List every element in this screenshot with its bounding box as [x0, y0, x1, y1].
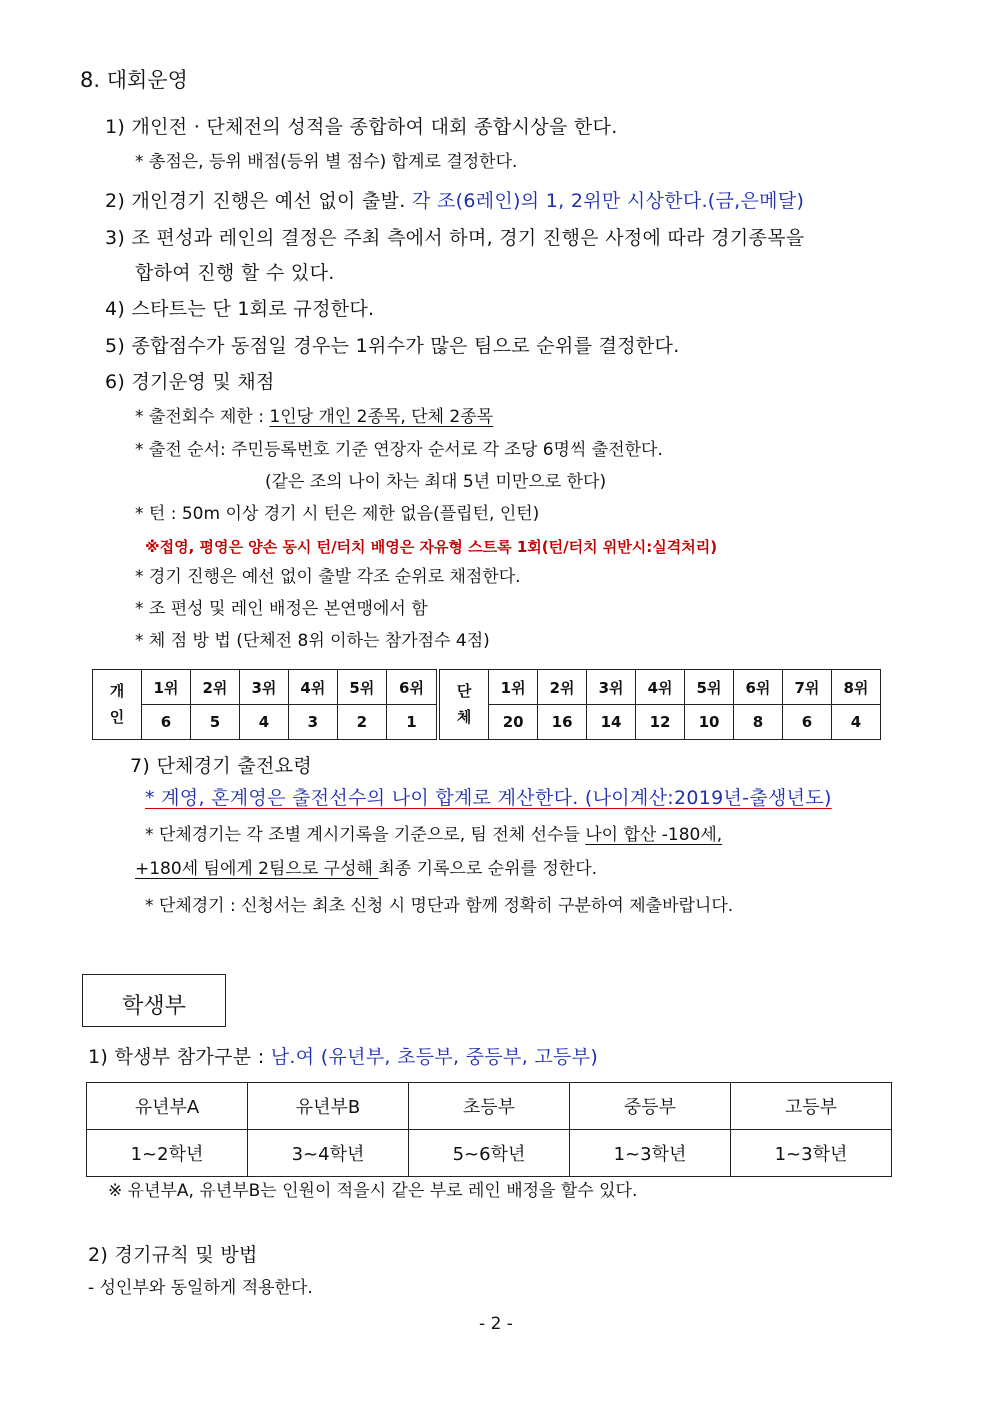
ind-points: 6 [142, 705, 191, 740]
item-6: 6) 경기운영 및 채점 [105, 371, 275, 393]
team-rank: 8위 [831, 670, 880, 705]
grade-value: 1~2학년 [87, 1130, 248, 1177]
ind-rank: 6위 [386, 670, 438, 705]
scoring-method: * 체 점 방 법 (단체전 8위 이하는 참가점수 4점) [135, 631, 490, 651]
turn-warning: ※접영, 평영은 양손 동시 턴/터치 배영은 자유형 스트록 1회(턴/터치 위반시:실격처리) [145, 538, 718, 556]
score-table [92, 669, 881, 740]
rules-body: - 성인부와 동일하게 적용한다. [88, 1278, 313, 1298]
entry-limit-value: 1인당 개인 2종목, 단체 2종목 [269, 407, 494, 427]
team-points: 14 [587, 705, 636, 740]
student-grade-table [86, 1082, 892, 1177]
team-points: 20 [489, 705, 538, 740]
rules-title: 2) 경기규칙 및 방법 [88, 1244, 258, 1266]
team-rank: 7위 [782, 670, 831, 705]
individual-label: 개 인 [93, 670, 142, 740]
team-label: 단 체 [438, 670, 489, 740]
ind-points: 3 [288, 705, 337, 740]
team-rank: 4위 [636, 670, 685, 705]
grade-header: 유년부B [248, 1083, 409, 1130]
team-rule-underlined: 나이 합산 -180세, [585, 825, 723, 845]
team-submit-rule: * 단체경기 : 신청서는 최초 신청 시 명단과 함께 정확히 구분하여 제출바랍니다. [145, 896, 734, 916]
team-points: 4 [831, 705, 880, 740]
grade-header: 유년부A [87, 1083, 248, 1130]
item-2 [105, 192, 804, 211]
item-1: 1) 개인전 · 단체전의 성적을 종합하여 대회 종합시상을 한다. [105, 116, 618, 138]
team-rank: 5위 [685, 670, 734, 705]
student-category-value: 남.여 (유년부, 초등부, 중등부, 고등부) [270, 1046, 599, 1068]
team-points: 12 [636, 705, 685, 740]
ind-points: 2 [337, 705, 386, 740]
item-5: 5) 종합점수가 동점일 경우는 1위수가 많은 팀으로 순위를 결정한다. [105, 335, 680, 357]
entry-limit-label: * 출전회수 제한 : [135, 407, 270, 427]
team-rank: 1위 [489, 670, 538, 705]
grade-value: 1~3학년 [731, 1130, 892, 1177]
item-1-note: * 총점은, 등위 배점(등위 별 점수) 합계로 결정한다. [135, 152, 518, 172]
student-category-label: 1) 학생부 참가구분 : [88, 1046, 271, 1068]
grade-header: 고등부 [731, 1083, 892, 1130]
grade-value: 3~4학년 [248, 1130, 409, 1177]
ind-rank: 2위 [190, 670, 239, 705]
team-age-rule: * 계영, 혼계영은 출전선수의 나이 합계로 계산한다. (나이계산:2019년-출생년도) [145, 787, 832, 809]
team-rule-line-1 [145, 827, 722, 844]
ind-rank: 4위 [288, 670, 337, 705]
ind-rank: 3위 [239, 670, 288, 705]
item-3-line-2: 합하여 진행 할 수 있다. [135, 262, 335, 284]
team-rank: 2위 [538, 670, 587, 705]
ind-points: 4 [239, 705, 288, 740]
ind-points: 5 [190, 705, 239, 740]
student-note: ※ 유년부A, 유년부B는 인원이 적을시 같은 부로 레인 배정을 할수 있다. [108, 1181, 638, 1201]
progress-rule: * 경기 진행은 예선 없이 출발 각조 순위로 채점한다. [135, 567, 521, 587]
grade-header: 중등부 [570, 1083, 731, 1130]
team-points: 16 [538, 705, 587, 740]
student-division-title: 학생부 [122, 994, 186, 1019]
grade-value: 5~6학년 [409, 1130, 570, 1177]
lane-rule: * 조 편성 및 레인 배정은 본연맹에서 함 [135, 599, 428, 619]
item-2-highlight: 각 조(6레인)의 1, 2위만 시상한다.(금,은메달) [411, 190, 805, 212]
team-points: 6 [782, 705, 831, 740]
item-7: 7) 단체경기 출전요령 [130, 755, 313, 777]
page-number: - 2 - [479, 1314, 513, 1334]
team-rule-line-2 [135, 861, 597, 878]
item-4: 4) 스타트는 단 1회로 규정한다. [105, 298, 375, 320]
team-rank: 3위 [587, 670, 636, 705]
team-points: 8 [733, 705, 782, 740]
ind-rank: 1위 [142, 670, 191, 705]
turn-rule: * 턴 : 50m 이상 경기 시 턴은 제한 없음(플립턴, 인턴) [135, 504, 540, 524]
student-category [88, 1048, 598, 1067]
student-division-box [82, 974, 226, 1027]
section-title: 8. 대회운영 [80, 68, 188, 92]
item-3-line-1: 3) 조 편성과 레인의 결정은 주최 측에서 하며, 경기 진행은 사정에 따라 경기종목을 [105, 227, 805, 249]
ind-points: 1 [386, 705, 438, 740]
team-rule-text: * 단체경기는 각 조별 계시기록을 기준으로, 팀 전체 선수들 [145, 825, 586, 845]
entry-order-note: (같은 조의 나이 차는 최대 5년 미만으로 한다) [265, 472, 607, 492]
entry-order: * 출전 순서: 주민등록번호 기준 연장자 순서로 각 조당 6명씩 출전한다. [135, 440, 663, 460]
ind-rank: 5위 [337, 670, 386, 705]
grade-header: 초등부 [409, 1083, 570, 1130]
item-2-text: 2) 개인경기 진행은 예선 없이 출발. [105, 190, 412, 212]
entry-limit [135, 409, 493, 426]
team-rank: 6위 [733, 670, 782, 705]
team-points: 10 [685, 705, 734, 740]
team-rule-text-2: 최종 기록으로 순위를 정한다. [378, 859, 598, 879]
grade-value: 1~3학년 [570, 1130, 731, 1177]
team-rule-underlined-2: +180세 팀에게 2팀으로 구성해 [135, 859, 379, 879]
